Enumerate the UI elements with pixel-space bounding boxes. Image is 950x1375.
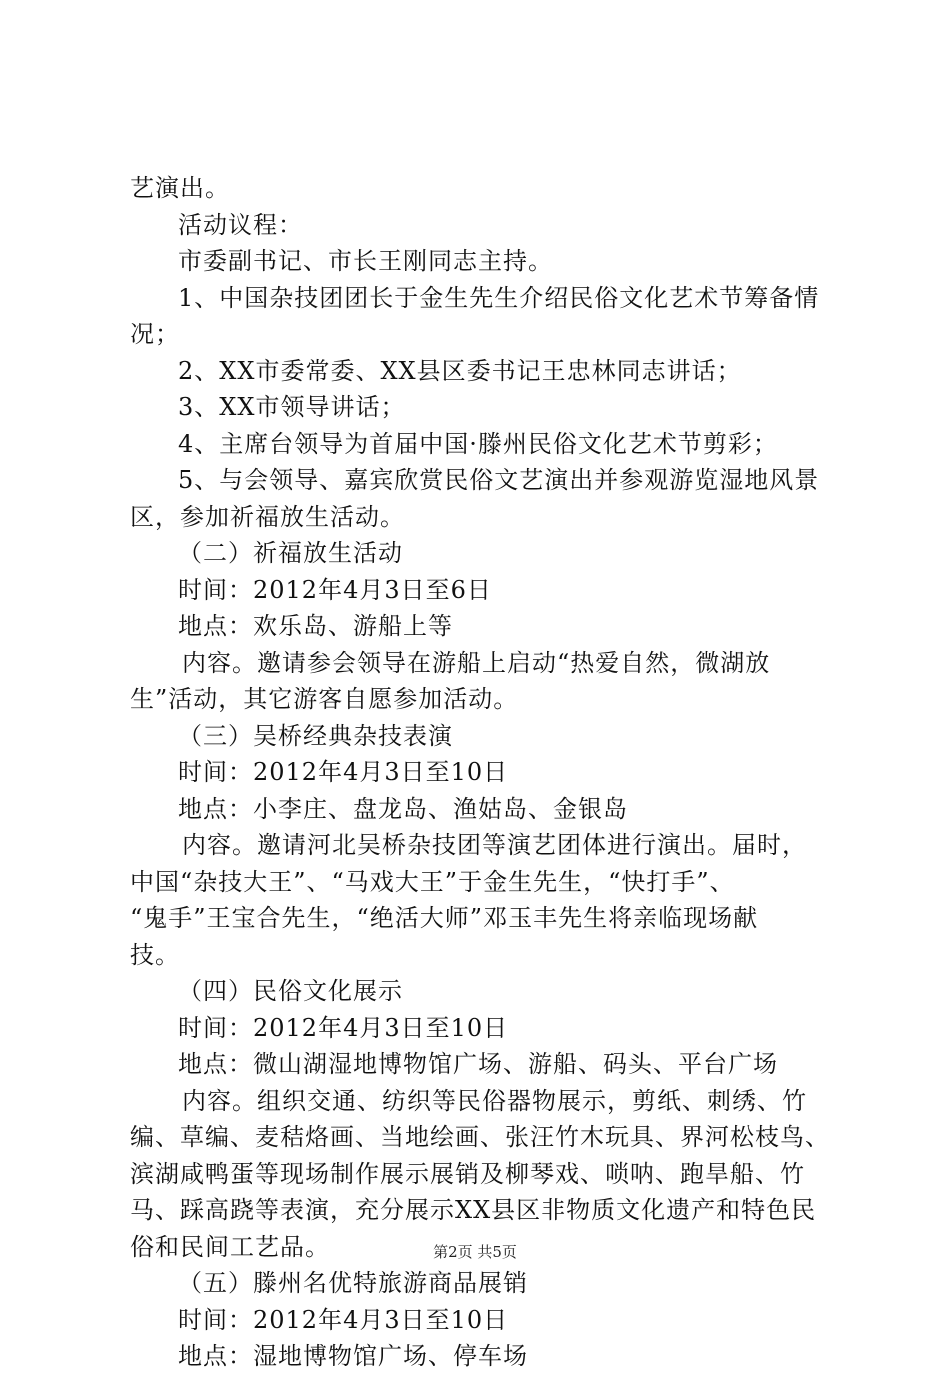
text-line: 中国“杂技大王”、“马戏大王”于金生先生，“快打手”、 — [130, 867, 735, 896]
text-line: 艺演出。 — [130, 174, 230, 202]
text-line: 1、中国杂技团团长于金生先生介绍民俗文化艺术节筹备情 — [178, 283, 820, 312]
text-line: 内容。邀请参会领导在游船上启动“热爱自然，微湖放 — [182, 648, 771, 677]
text-line: 时间：2012年4月3日至10日 — [178, 758, 509, 786]
text-line: （二）祈福放生活动 — [178, 539, 403, 567]
text-line: 况； — [130, 320, 180, 348]
text-line: 编、草编、麦秸烙画、当地绘画、张汪竹木玩具、界河松枝鸟、 — [130, 1123, 830, 1151]
text-line: 内容。组织交通、纺织等民俗器物展示，剪纸、刺绣、竹 — [182, 1086, 807, 1115]
text-line: 2、XX市委常委、XX县区委书记王忠林同志讲话； — [178, 356, 742, 385]
text-line: 区，参加祈福放生活动。 — [130, 502, 405, 531]
text-line: 活动议程： — [178, 210, 303, 239]
text-line: 3、XX市领导讲话； — [178, 393, 406, 421]
text-line: 俗和民间工艺品。 — [130, 1232, 330, 1261]
text-line: “鬼手”王宝合先生，“绝活大师”邓玉丰先生将亲临现场献 — [130, 904, 759, 932]
text-line: 滨湖咸鸭蛋等现场制作展示展销及柳琴戏、唢呐、跑旱船、竹 — [130, 1159, 805, 1188]
text-line: （三）吴桥经典杂技表演 — [178, 721, 453, 750]
text-line: 地点：小李庄、盘龙岛、渔姑岛、金银岛 — [178, 794, 628, 823]
text-line: 马、踩高跷等表演，充分展示XX县区非物质文化遗产和特色民 — [130, 1196, 817, 1224]
text-line: 地点：微山湖湿地博物馆广场、游船、码头、平台广场 — [178, 1050, 778, 1078]
text-line: 4、主席台领导为首届中国·滕州民俗文化艺术节剪彩； — [178, 429, 778, 458]
page-body — [130, 170, 830, 1375]
text-line: 技。 — [130, 940, 180, 969]
text-line: 内容。邀请河北吴桥杂技团等演艺团体进行演出。届时， — [182, 831, 807, 859]
text-line: 地点：湿地博物馆广场、停车场 — [178, 1342, 528, 1370]
text-line: 地点：欢乐岛、游船上等 — [178, 612, 453, 640]
text-line: 生”活动，其它游客自愿参加活动。 — [130, 685, 519, 713]
text-line: 时间：2012年4月3日至6日 — [178, 575, 492, 604]
text-line: 5、与会领导、嘉宾欣赏民俗文艺演出并参观游览湿地风景 — [178, 466, 820, 494]
text-line: 时间：2012年4月3日至10日 — [178, 1013, 509, 1042]
text-line: （四）民俗文化展示 — [178, 977, 403, 1005]
text-line: 市委副书记、市长王刚同志主持。 — [178, 247, 553, 275]
text-line: （五）滕州名优特旅游商品展销 — [178, 1269, 528, 1297]
text-line: 时间：2012年4月3日至10日 — [178, 1305, 509, 1334]
page-footer: 第2页 共5页 — [433, 1243, 517, 1261]
